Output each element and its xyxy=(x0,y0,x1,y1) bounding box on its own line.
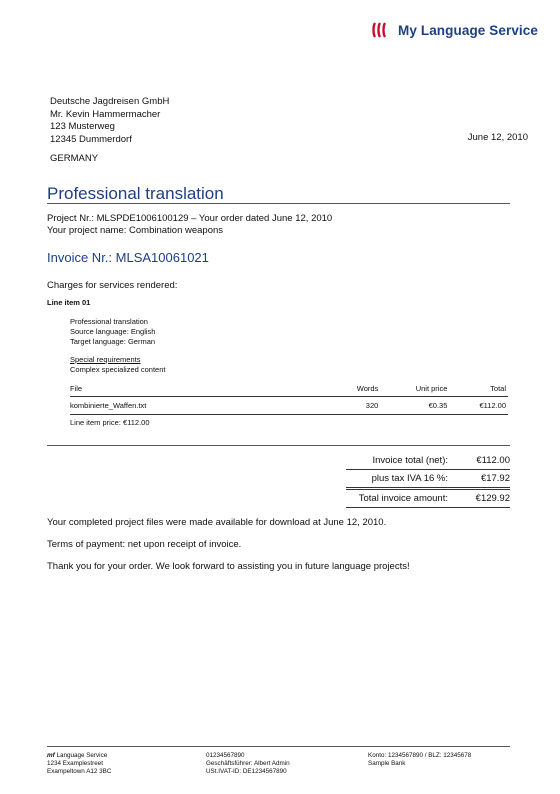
col-header-total: Total xyxy=(449,382,508,397)
thank-you-note: Thank you for your order. We look forward to assisting you in future language projects! xyxy=(47,561,410,572)
net-total-value: €112.00 xyxy=(476,455,510,466)
recipient-company: Deutsche Jagdreisen GmbH xyxy=(50,96,170,107)
footer-bank-name: Sample Bank xyxy=(368,760,406,767)
download-note: Your completed project files were made available for download at June 12, 2010. xyxy=(47,517,387,528)
grand-total-label: Total invoice amount: xyxy=(358,493,448,504)
logo-text: My Language Service xyxy=(398,22,538,38)
footer-divider xyxy=(47,746,510,747)
project-number: Project Nr.: MLSPDE1006100129 – Your order dated June 12, 2010 xyxy=(47,213,333,224)
footer-manager: Geschäftsführer: Albert Admin xyxy=(206,760,290,767)
recipient-street: 123 Musterweg xyxy=(50,121,115,132)
invoice-date: June 12, 2010 xyxy=(467,132,528,143)
company-logo xyxy=(372,22,538,38)
cell-unit-price: €0.35 xyxy=(380,397,449,415)
totals-row-net xyxy=(346,452,510,470)
logo-mark-icon xyxy=(372,22,392,38)
recipient-country: GERMANY xyxy=(50,153,99,164)
tax-label: plus tax IVA 16 %: xyxy=(371,473,448,484)
line-item-details xyxy=(70,317,155,347)
project-info xyxy=(47,213,332,237)
cell-words: 320 xyxy=(332,397,380,415)
col-header-unit-price: Unit price xyxy=(380,382,449,397)
totals-row-grand xyxy=(346,490,510,508)
grand-total-value: €129.92 xyxy=(475,493,510,504)
cell-total: €112.00 xyxy=(449,397,508,415)
table-header-row xyxy=(70,382,508,397)
line-item-label: Line item 01 xyxy=(47,298,91,307)
line-item-price: Line item price: €112.00 xyxy=(70,418,150,427)
project-name: Your project name: Combination weapons xyxy=(47,225,224,236)
footer-street: 1234 Examplestreet xyxy=(47,760,104,767)
footer-account: Konto: 1234567890 / BLZ: 12345678 xyxy=(368,752,472,759)
footer-vat-id: USt.IVAT-ID: DE1234567890 xyxy=(206,768,287,775)
footer-phone: 01234567890 xyxy=(206,752,245,759)
invoice-number: Invoice Nr.: MLSA10061021 xyxy=(47,250,209,265)
footer-company xyxy=(47,752,111,776)
footer-company-name: Language Service xyxy=(56,752,108,759)
special-requirements-heading: Special requirements xyxy=(70,355,141,364)
line-item-table xyxy=(70,382,508,415)
title-divider xyxy=(47,203,510,204)
recipient-name: Mr. Kevin Hammermacher xyxy=(50,108,161,120)
footer-town: Exampeltown A12 3BC xyxy=(47,768,112,775)
target-language: Target language: German xyxy=(70,337,156,346)
totals-block xyxy=(346,452,510,508)
special-requirements xyxy=(70,355,165,375)
section-divider xyxy=(47,445,510,446)
col-header-words: Words xyxy=(332,382,380,397)
recipient-address xyxy=(50,96,169,146)
footer-contact xyxy=(206,752,290,776)
cell-file: kombinierte_Waffen.txt xyxy=(70,397,332,415)
line-item-service: Professional translation xyxy=(70,317,148,326)
footer-bank xyxy=(368,752,471,768)
col-header-file: File xyxy=(70,382,332,397)
special-requirements-text: Complex specialized content xyxy=(70,365,166,374)
totals-row-tax xyxy=(346,470,510,490)
payment-terms: Terms of payment: net upon receipt of invoice. xyxy=(47,539,242,550)
net-total-label: Invoice total (net): xyxy=(372,455,448,466)
document-title: Professional translation xyxy=(47,184,224,203)
footer-logo: mf xyxy=(47,752,55,759)
tax-value: €17.92 xyxy=(480,473,510,484)
source-language: Source language: English xyxy=(70,327,156,336)
recipient-city: 12345 Dummerdorf xyxy=(50,133,132,145)
table-row xyxy=(70,397,508,415)
charges-label: Charges for services rendered: xyxy=(47,280,178,291)
